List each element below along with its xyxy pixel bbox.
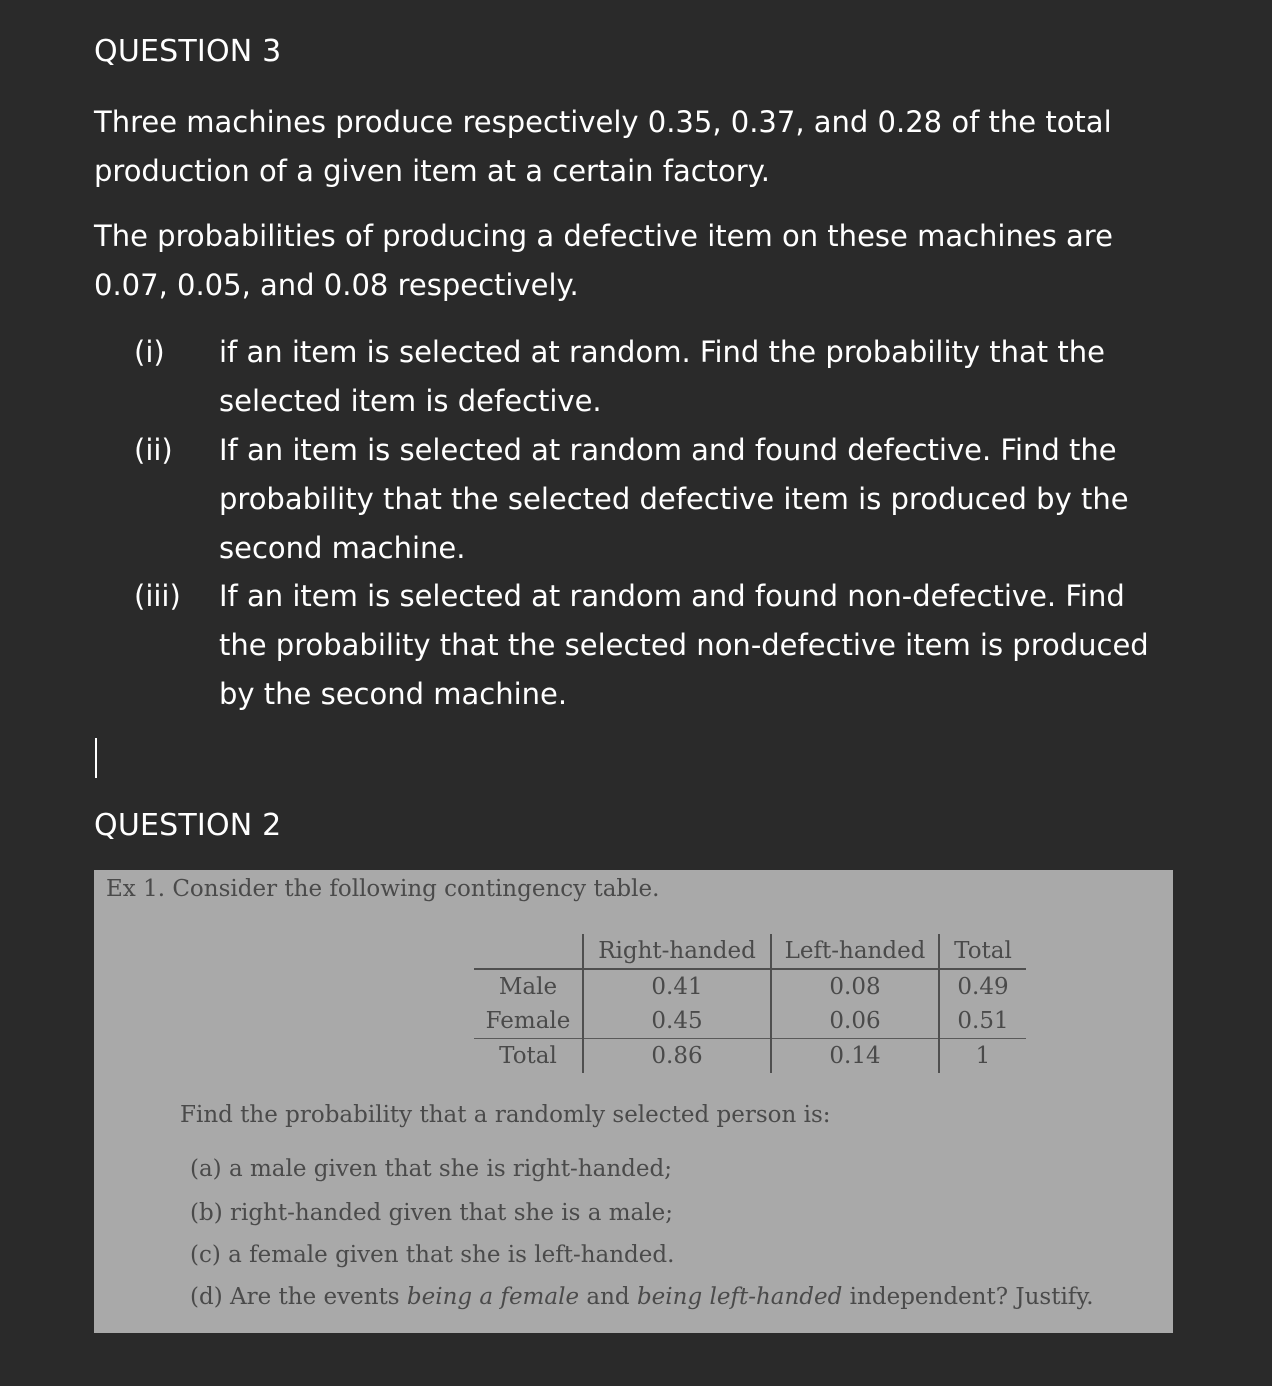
list-item-text: If an item is selected at random and found non-defective. Find the probability that the selected non-defective item is produced by the second machine.	[219, 579, 1149, 711]
sub-question-d-emphasis-2: being left-handed	[636, 1284, 843, 1310]
question-3-title: QUESTION 3	[94, 34, 282, 69]
table-cell: Female	[474, 1004, 583, 1039]
table-header-cell: Right-handed	[583, 934, 771, 969]
table-cell: 0.45	[583, 1004, 771, 1039]
table-cell: 0.14	[771, 1039, 939, 1074]
find-prompt: Find the probability that a randomly selected person is:	[180, 1102, 831, 1128]
table-cell: 0.86	[583, 1039, 771, 1074]
sub-question-d	[190, 1284, 1094, 1310]
list-item-text: If an item is selected at random and found defective. Find the probability that the selected defective item is produced by the second machine.	[219, 433, 1129, 565]
table-row	[474, 969, 1026, 1004]
list-item-number: (ii)	[134, 433, 173, 467]
list-item-number: (i)	[134, 335, 165, 369]
scanned-exercise-image	[94, 870, 1173, 1333]
sub-question-a: (a) a male given that she is right-handed;	[190, 1156, 672, 1182]
table-cell: 0.08	[771, 969, 939, 1004]
table-cell: 0.51	[939, 1004, 1026, 1039]
table-header-cell: Total	[939, 934, 1026, 969]
table-cell: 0.06	[771, 1004, 939, 1039]
table-cell: Male	[474, 969, 583, 1004]
list-item-number: (iii)	[134, 579, 181, 613]
sub-question-c: (c) a female given that she is left-handed.	[190, 1242, 675, 1268]
table-row	[474, 1004, 1026, 1039]
sub-question-d-mid: and	[579, 1284, 637, 1310]
table-header-cell: Left-handed	[771, 934, 939, 969]
table-cell: Total	[499, 1043, 557, 1069]
exercise-title: Ex 1. Consider the following contingency table.	[106, 876, 660, 902]
question-3-paragraph-1: Three machines produce respectively 0.35, 0.37, and 0.28 of the total production of a given item at a certain factory.	[94, 105, 1112, 188]
question-3-paragraph-2: The probabilities of producing a defective item on these machines are 0.07, 0.05, and 0.08 respectively.	[94, 219, 1113, 302]
table-cell: 0.49	[939, 969, 1026, 1004]
table-header-cell	[474, 934, 583, 969]
sub-question-d-emphasis-1: being a female	[406, 1284, 580, 1310]
table-cell: 0.41	[583, 969, 771, 1004]
list-item-text: if an item is selected at random. Find the probability that the selected item is defective.	[219, 335, 1105, 418]
table-header-row	[474, 934, 1026, 969]
table-row	[474, 1039, 1026, 1074]
sub-question-b: (b) right-handed given that she is a male;	[190, 1200, 673, 1226]
contingency-table	[474, 934, 1026, 1073]
table-cell: 1	[939, 1039, 1026, 1074]
text-cursor	[95, 738, 97, 778]
sub-question-d-post: independent? Justify.	[842, 1284, 1094, 1310]
question-2-title: QUESTION 2	[94, 808, 282, 843]
sub-question-d-pre: (d) Are the events	[190, 1284, 407, 1310]
